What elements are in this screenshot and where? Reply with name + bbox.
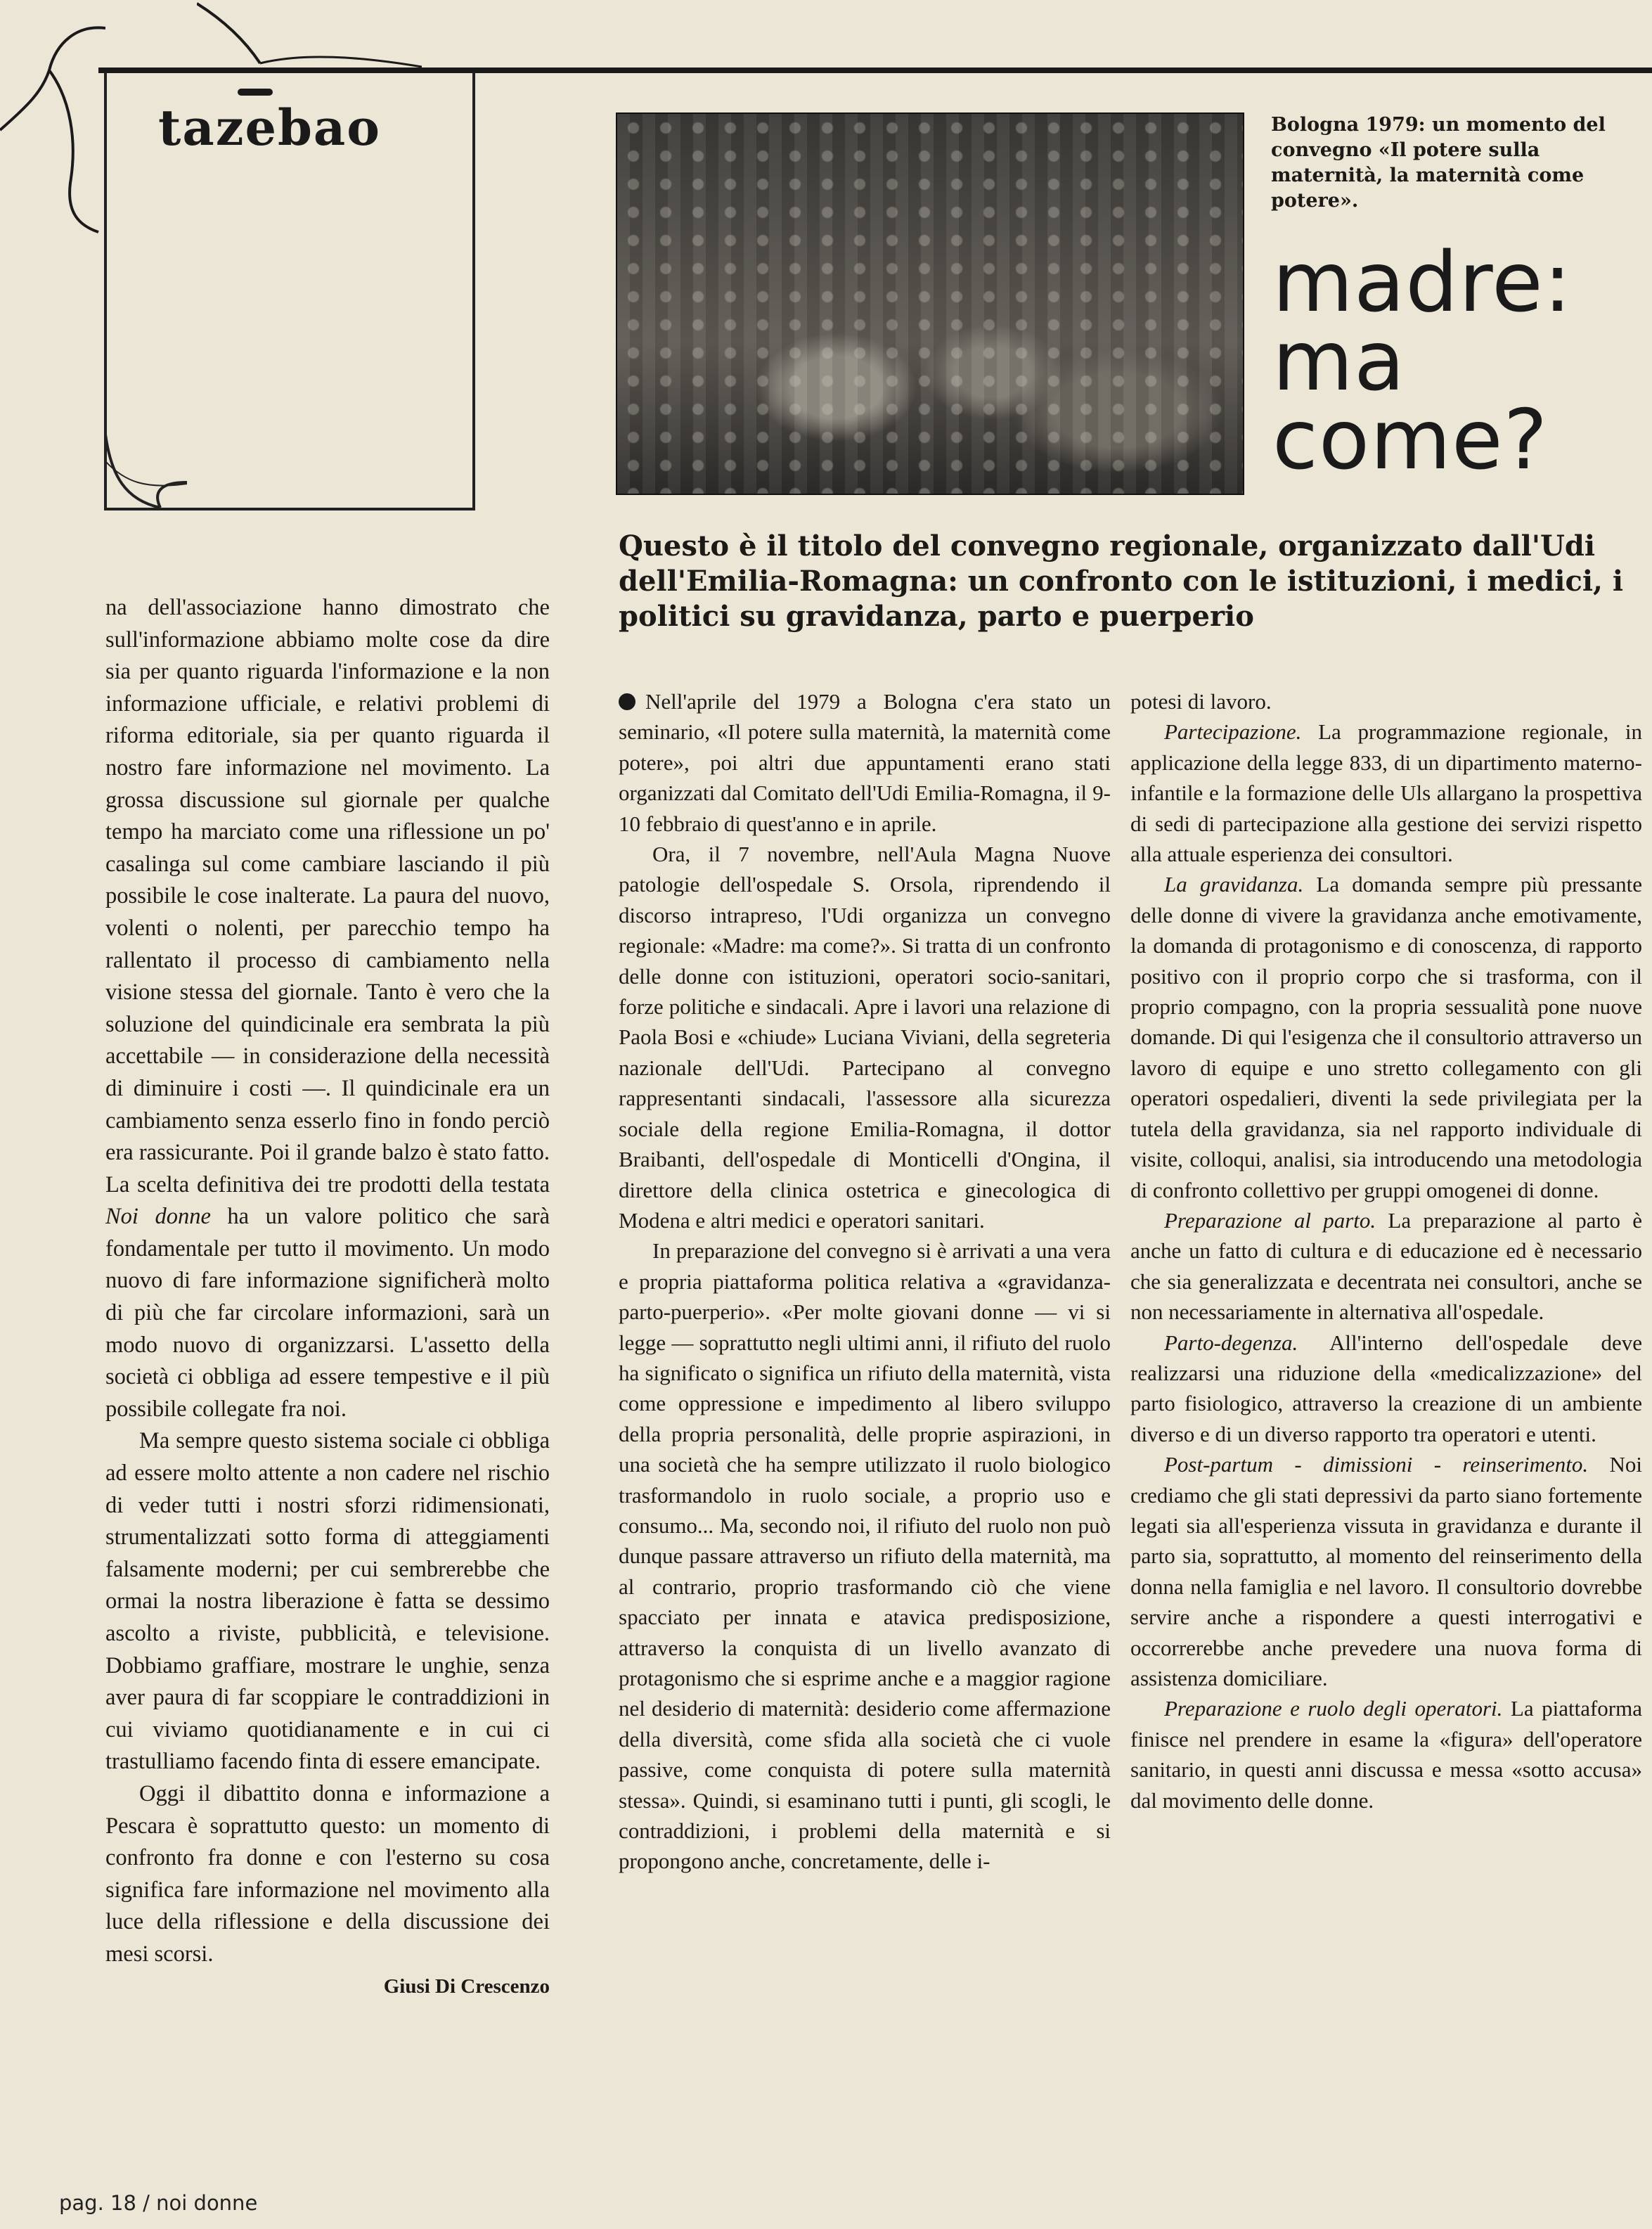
conference-photo [616,113,1244,495]
right-column [1130,686,1642,1816]
headline-line-3: come? [1272,391,1549,488]
photo-caption: Bologna 1979: un momento del convegno «Il potere sulla maternità, la maternità come potere». [1271,114,1606,212]
top-scribble [197,0,422,77]
left-paragraph-2: Ma sempre questo sistema sociale ci obbliga ad essere molto attente a non cadere nel rischio di veder tutti i nostri sforzi ridimensionati, strumentalizzati sotto forma di atteggiamenti falsamente moderni; per cui sembrerebbe che ormai la nostra liberazione è fatta se dessimo ascolto a riviste, pubblicità, e televisione. Dobbiamo graffiare, mostrare le unghie, senza aver paura di far scoppiare le contraddizioni in cui viviamo quotidianamente e in cui ci trastulliamo facendo finta di essere emancipate. [105,1428,550,1775]
left-paragraph-1: na dell'associazione hanno dimostrato che sull'informazione abbiamo molte cose da dire sia per quanto riguarda l'informazione e la non informazione ufficiale, e relativi problemi di riforma editoriale, sia per quanto riguarda il nostro fare informazione nel movimento. La grossa discussione sul giornale per qualche tempo ha marciato come una riflessione un po' casalinga sul come cambiare lasciando il più possibile le cose inalterate. La paura del nuovo, volenti o nolenti, per parecchio tempo ha rallentato il processo di cambiamento nella visione stessa del giornale. Tanto è vero che la soluzione del quindicinale era sembrata la più accettabile — in considerazione della necessità di diminuire i costi —. Il quindicinale era un cambiamento senza esserlo fino in fondo perciò era rassicurante. Poi il grande balzo è stato fatto. La scelta definitiva dei tre prodotti della testata Noi donne ha un valore politico che sarà fondamentale per tutto il movimento. Un modo nuovo di fare informazione significherà molto di più che far circolare informazioni, sarà un modo nuovo di organizzarsi. L'assetto della società ci obbliga ad essere tempestive e il più possibile collegate fra noi. [105,595,550,1422]
article-headline [1272,233,1652,488]
torn-paper-curl [0,0,105,239]
right-paragraph-0: potesi di lavoro. [1130,689,1272,714]
author-signature: Giusi Di Crescenzo [383,1974,550,1998]
middle-paragraph-1: Nell'aprile del 1979 a Bologna c'era stato un seminario, «Il potere sulla maternità, la maternità come potere», poi altri due appuntamenti erano stati organizzati dal Comitato dell'Udi Emilia-Romagna, il 9-10 febbraio di quest'anno e in aprile. [619,689,1111,836]
page-footer: pag. 18 / noi donne [59,2191,258,2215]
right-paragraph-3: Preparazione al parto. La preparazione al parto è anche un fatto di cultura e di educazione ed è necessario che sia generalizzata e decentrata nei consultori, anche se non necessariamente in alternativa all'ospedale. [1130,1207,1642,1325]
article-subtitle: Questo è il titolo del convegno regionale, organizzato dall'Udi dell'Emilia-Romagna: un confronto con le istituzioni, i medici, i politici su gravidanza, parto e puerperio [619,529,1624,633]
headline-line-1: madre: [1272,233,1573,330]
middle-paragraph-2: Ora, il 7 novembre, nell'Aula Magna Nuove patologie dell'ospedale S. Orsola, riprendendo il discorso intrapreso, l'Udi organizza un convegno regionale: «Madre: ma come?». Si tratta di un confronto delle donne con istituzioni, operatori socio-sanitari, forze politiche e sindacali. Apre i lavori una relazione di Paola Bosi e «chiude» Luciana Viviani, della segreteria nazionale dell'Udi. Partecipano al convegno rappresentanti sindacali, l'assessore alla sicurezza sociale della regione Emilia-Romagna, il dottor Braibanti, dell'ospedale di Monticelli d'Ongina, il direttore della clinica ostetrica e ginecologica di Modena e altri medici e operatori sanitari. [619,842,1111,1233]
right-paragraph-2: La gravidanza. La domanda sempre più pressante delle donne di vivere la gravidanza anche emotivamente, la domanda di protagonismo e di conoscenza, di rapporto positivo con il proprio corpo che si trasforma, con il proprio compagno, con la propria sessualità pone nuove domande. Di qui l'esigenza che il consultorio attraverso un lavoro di equipe e uno stretto collegamento con gli operatori ospedalieri, diventi la sede privilegiata per la tutela della gravidanza, sia nel rapporto individuale di visite, colloqui, analisi, sia introducendo una metodologia di confronto collettivo per gruppi omogenei di donne. [1130,872,1642,1202]
middle-column [619,686,1111,1877]
bullet-icon [619,693,635,710]
left-column [105,592,550,2003]
left-paragraph-3: Oggi il dibattito donna e informazione a Pescara è soprattutto questo: un momento di confronto fra donne e con l'esterno su cosa significa fare informazione nel movimento alla luce della riflessione e della discussione dei mesi scorsi. [105,1780,550,1967]
section-label: tazebao [158,98,381,157]
right-paragraph-6: Preparazione e ruolo degli operatori. La piattaforma finisce nel prendere in esame la «figura» dell'operatore sanitario, in questi anni discussa e messa «sotto accusa» dal movimento delle donne. [1130,1696,1642,1813]
middle-paragraph-3: In preparazione del convegno si è arrivati a una vera e propria piattaforma politica relativa a «gravidanza-parto-puerperio». «Per molte giovani donne — vi si legge — soprattutto negli ultimi anni, il rifiuto del ruolo ha significato o significa un rifiuto della maternità, vista come oppressione e impedimento al libero sviluppo della propria personalità, delle proprie aspirazioni, in una società che ha sempre utilizzato il ruolo biologico trasformandolo in ruolo sociale, a proprio uso e consumo... Ma, secondo noi, il rifiuto del ruolo non può dunque passare attraverso un rifiuto della maternità, ma al contrario, proprio trasformando ciò che viene spacciato per innata e atavica predisposizione, attraverso la conquista di un livello avanzato di protagonismo che si esprime anche e a maggior ragione nel desiderio di maternità: desiderio come affermazione della diversità, come sfida alla società che ci vuole passive, come conquista di potere sulla maternità stessa». Quindi, si esaminano tutti i punti, gli scogli, le contraddizioni, i problemi della maternità e si propongono anche, concretamente, delle i- [619,1238,1111,1874]
headline-line-2: ma [1272,312,1406,409]
pin-icon [238,89,273,96]
right-paragraph-5: Post-partum - dimissioni - reinserimento. Noi crediamo che gli stati depressivi da parto siano fortemente legati sia all'esperienza vissuta in gravidanza e durante il parto sia, soprattutto, al momento del reinserimento della donna nella famiglia e nel lavoro. Il consultorio dovrebbe servire anche a rispondere a questi interrogativi e occorrerebbe anche prevedere una nuova forma di assistenza domiciliare. [1130,1452,1642,1690]
right-paragraph-1: Partecipazione. La programmazione regionale, in applicazione della legge 833, di un dipartimento materno-infantile e la formazione delle Uls allargano la prospettiva di sedi di partecipazione alla gestione dei servizi rispetto alla attuale esperienza dei consultori. [1130,719,1642,867]
folded-corner-icon [104,433,188,510]
right-paragraph-4: Parto-degenza. All'interno dell'ospedale deve realizzarsi una riduzione della «medicalizzazione» del parto fisiologico, attraverso la creazione di un ambiente diverso e di un diverso rapporto tra operatori e utenti. [1130,1330,1642,1446]
